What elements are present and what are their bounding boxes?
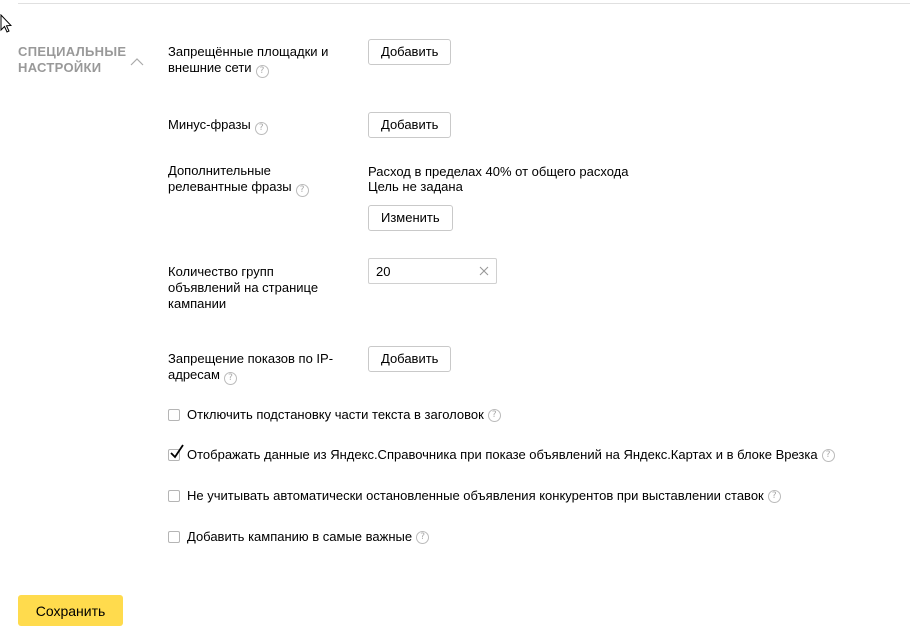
help-icon[interactable]: ?: [488, 409, 501, 422]
help-icon[interactable]: ?: [768, 490, 781, 503]
ip-block-add-button[interactable]: Добавить: [368, 346, 451, 372]
help-icon[interactable]: ?: [256, 65, 269, 78]
help-icon[interactable]: ?: [416, 531, 429, 544]
help-icon[interactable]: ?: [822, 449, 835, 462]
section-title-line1: СПЕЦИАЛЬНЫЕ: [18, 44, 127, 59]
groups-count-label: Количество групп объявлений на странице кампании: [168, 264, 319, 311]
forbidden-sites-label: Запрещённые площадки и внешние сети ?: [168, 44, 329, 76]
groups-count-field: [368, 258, 497, 284]
mouse-cursor-icon: [0, 14, 12, 34]
negative-phrases-add-button[interactable]: Добавить: [368, 112, 451, 138]
checkbox[interactable]: [168, 409, 180, 421]
checkbox-row-important-campaign[interactable]: Добавить кампанию в самые важные ?: [168, 529, 429, 545]
top-divider: [18, 3, 910, 4]
negative-phrases-label: Минус-фразы ?: [168, 117, 348, 135]
help-icon[interactable]: ?: [296, 184, 309, 197]
checkmark-icon: [169, 444, 185, 460]
extra-phrases-goal-info: Цель не задана: [368, 179, 463, 194]
checkbox-row-show-directory-data[interactable]: Отображать данные из Яндекс.Справочника при показе объявлений на Яндекс.Картах и в блоке Врезка ?: [168, 447, 835, 463]
save-button[interactable]: Сохранить: [18, 595, 123, 626]
checkbox[interactable]: [168, 531, 180, 543]
chevron-up-icon[interactable]: [130, 58, 144, 66]
groups-count-input[interactable]: [376, 262, 466, 280]
section-title: [18, 44, 138, 76]
ip-block-label: Запрещение показов по IP- адресам ?: [168, 351, 334, 383]
section-title-line2: НАСТРОЙКИ: [18, 60, 102, 75]
extra-phrases-spend-info: Расход в пределах 40% от общего расхода: [368, 164, 629, 179]
help-icon[interactable]: ?: [224, 372, 237, 385]
checkbox-checked[interactable]: [168, 449, 180, 461]
extra-phrases-label: Дополнительные релевантные фразы ?: [168, 163, 348, 197]
clear-icon[interactable]: [479, 266, 489, 276]
help-icon[interactable]: ?: [255, 122, 268, 135]
forbidden-sites-add-button[interactable]: Добавить: [368, 39, 451, 65]
checkbox-row-ignore-stopped-competitors[interactable]: Не учитывать автоматически остановленные объявления конкурентов при выставлении ставок ?: [168, 488, 781, 504]
extra-phrases-change-button[interactable]: Изменить: [368, 205, 453, 231]
checkbox[interactable]: [168, 490, 180, 502]
checkbox-row-disable-title-substitution[interactable]: Отключить подстановку части текста в заголовок ?: [168, 407, 501, 423]
